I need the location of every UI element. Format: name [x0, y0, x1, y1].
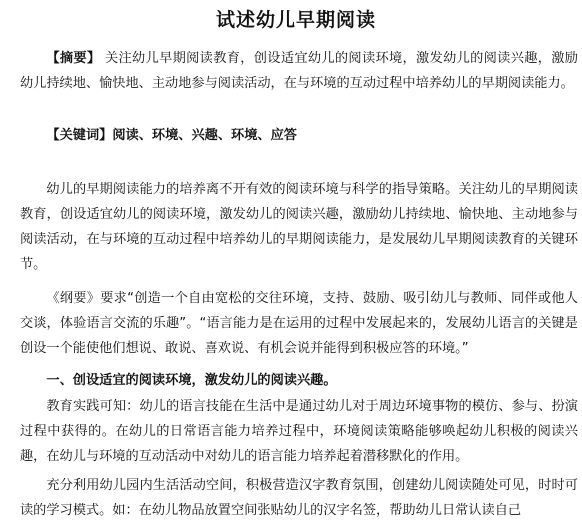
keywords-label: 【关键词】 — [46, 128, 113, 143]
keywords-paragraph — [20, 123, 578, 148]
section-paragraph-1: 教育实践可知：幼儿的语言技能在生活中是通过幼儿对于周边环境事物的模仿、参与、扮演过程中获得的。在幼儿的日常语言能力培养过程中，环境阅读策略能够唤起幼儿积极的阅读兴趣，在幼儿与环境的互动活动中对幼儿的语言能力培养起着潜移默化的作用。 — [20, 399, 578, 464]
section-paragraph-2: 充分利用幼儿园内生活活动空间，积极营造汉字教育氛围，创建幼儿阅读随处可见，时时可读的学习模式。如：在幼儿物品放置空间张贴幼儿的汉字名签，帮助幼儿日常认读自己 — [20, 478, 578, 518]
abstract-text: 关注幼儿早期阅读教育，创设适宜幼儿的阅读环境，激发幼儿的阅读兴趣，激励幼儿持续地、愉快地、主动地参与阅读活动，在与环境的互动过程中培养幼儿的早期阅读能力。 — [20, 51, 578, 91]
body-paragraph-2: 《纲要》要求“创造一个自由宽松的交往环境，支持、鼓励、吸引幼儿与教师、同伴或他人交谈，体验语言交流的乐趣”。“语言能力是在运用的过程中发展起来的，发展幼儿语言的关键是创设一个能使他们想说、敢说、喜欢说、有机会说并能得到积极应答的环境。” — [20, 291, 578, 356]
body-paragraph-1: 幼儿的早期阅读能力的培养离不开有效的阅读环境与科学的指导策略。关注幼儿的早期阅读教育，创设适宜幼儿的阅读环境，激发幼儿的阅读兴趣，激励幼儿持续地、愉快地、主动地参与阅读活动，在与环境的互动过程中培养幼儿的早期阅读能力，是发展幼儿早期阅读教育的关键环节。 — [20, 182, 578, 272]
abstract-label: 【摘要】 — [46, 51, 101, 66]
document-title: 试述幼儿早期阅读 — [215, 9, 376, 31]
keywords-text: 阅读、环境、兴趣、环境、应答 — [112, 128, 297, 143]
section-heading: 一、创设适宜的阅读环境，激发幼儿的阅读兴趣。 — [46, 373, 337, 388]
abstract-paragraph — [20, 46, 578, 96]
